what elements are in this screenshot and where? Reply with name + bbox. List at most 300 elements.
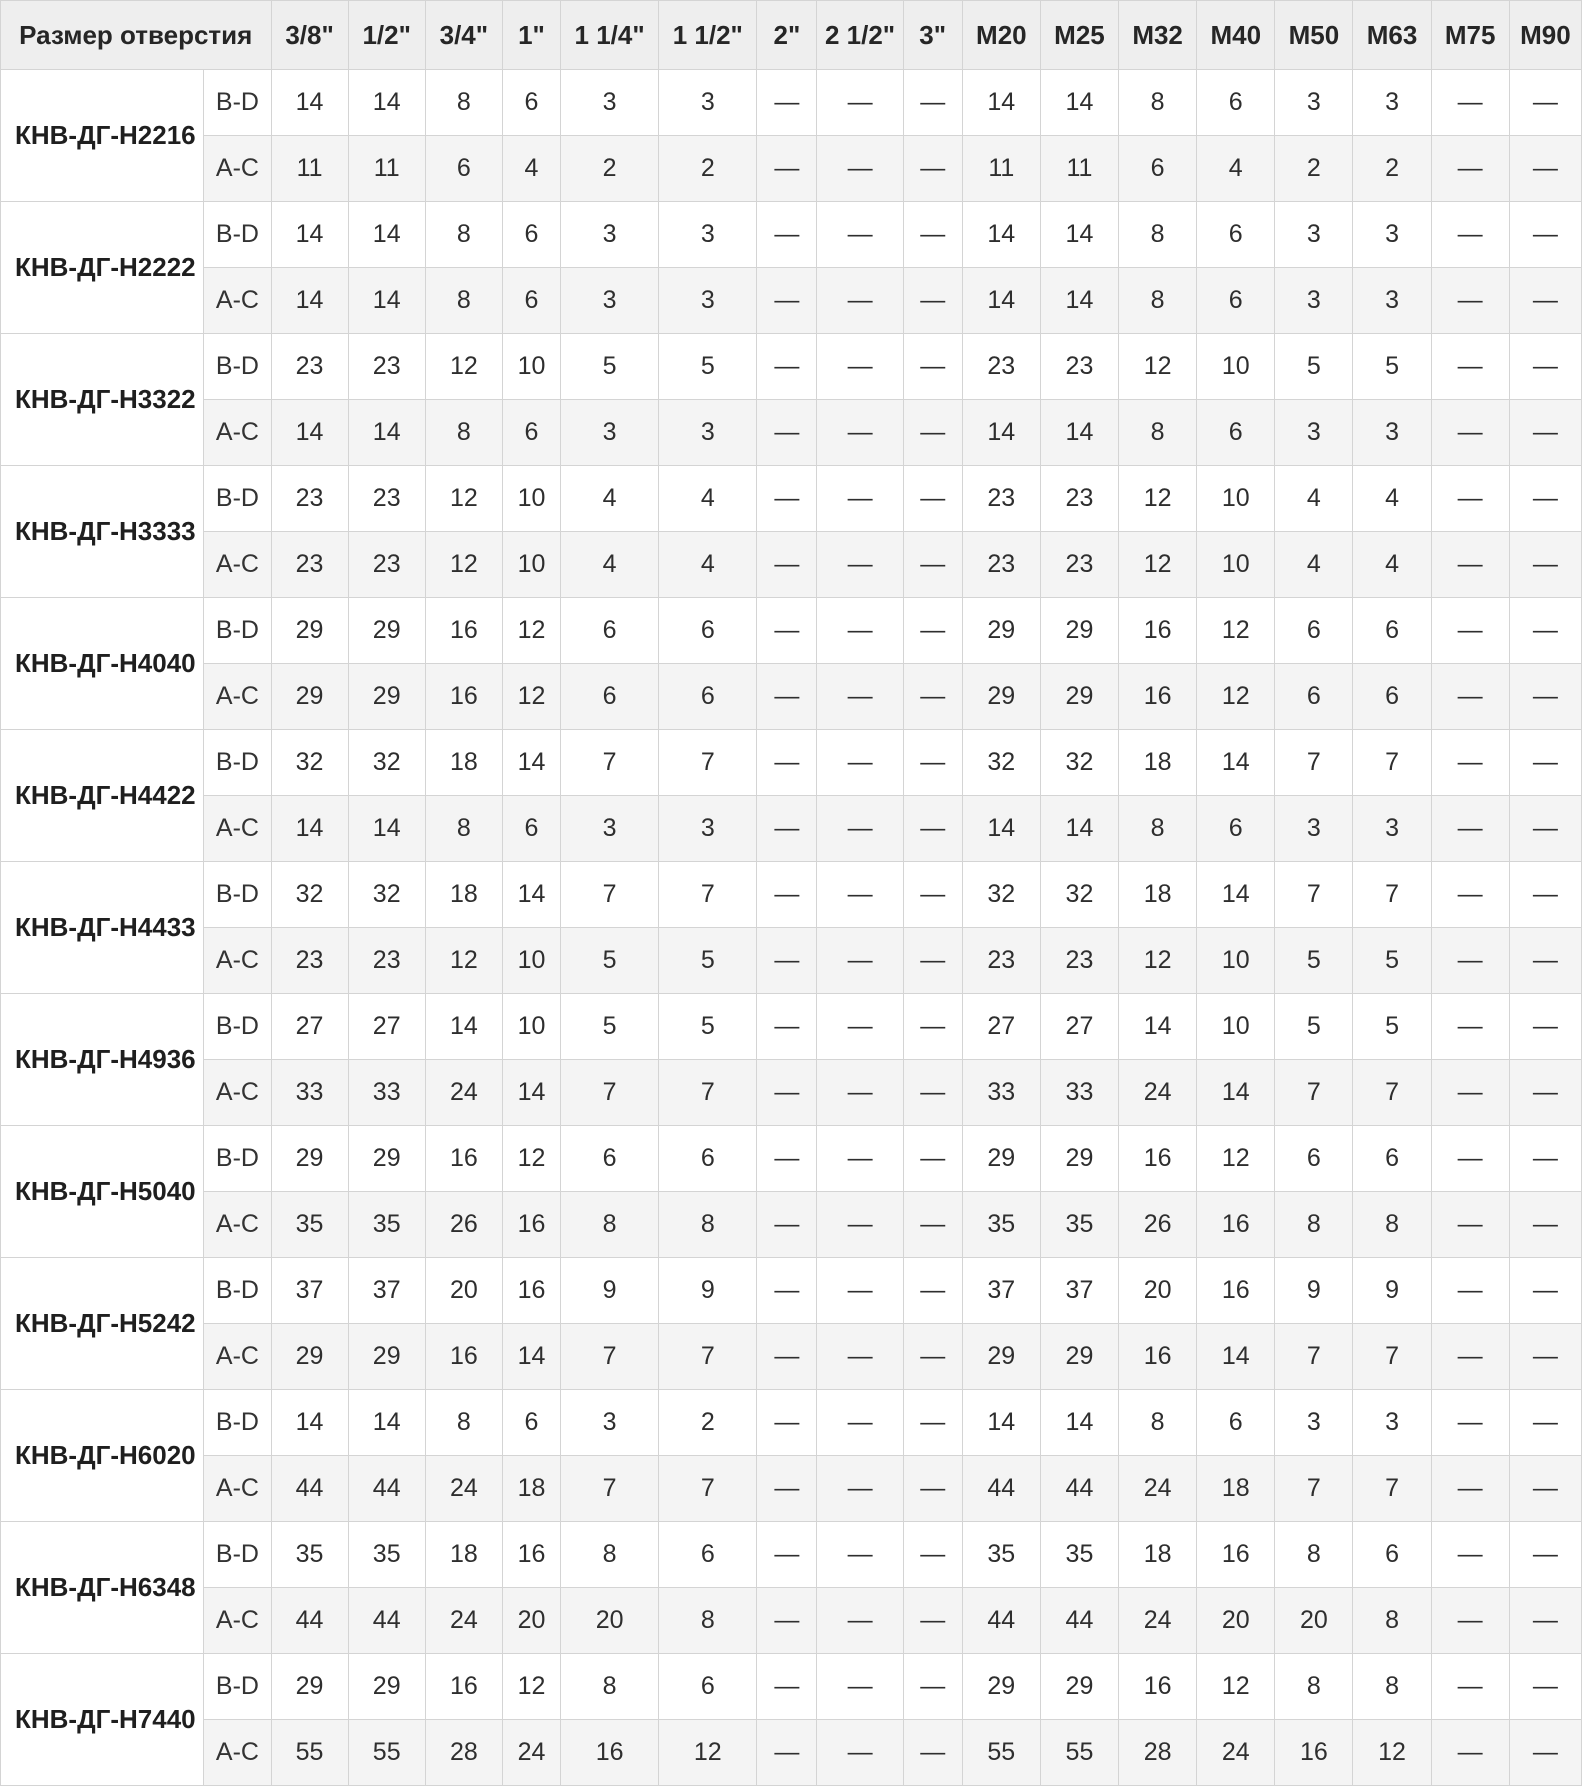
value-cell: 18	[425, 730, 502, 796]
value-cell: 3	[1275, 1390, 1353, 1456]
value-cell: —	[757, 466, 817, 532]
value-cell: 3	[1353, 70, 1431, 136]
value-cell: 3	[1275, 268, 1353, 334]
value-cell: 16	[1197, 1192, 1275, 1258]
value-cell: —	[1509, 928, 1581, 994]
value-cell: 3	[659, 202, 757, 268]
value-cell: —	[903, 1720, 962, 1786]
value-cell: —	[903, 664, 962, 730]
value-cell: 37	[271, 1258, 348, 1324]
value-cell: 9	[1275, 1258, 1353, 1324]
value-cell: 11	[1040, 136, 1118, 202]
model-cell: КНВ-ДГ-Н7440	[1, 1654, 204, 1786]
value-cell: —	[1509, 136, 1581, 202]
value-cell: 55	[1040, 1720, 1118, 1786]
value-cell: —	[903, 1588, 962, 1654]
model-cell: КНВ-ДГ-Н6020	[1, 1390, 204, 1522]
model-cell: КНВ-ДГ-Н6348	[1, 1522, 204, 1654]
value-cell: 37	[962, 1258, 1040, 1324]
value-cell: 6	[1197, 400, 1275, 466]
side-cell: B-D	[204, 1654, 271, 1720]
table-row	[1, 598, 1582, 664]
value-cell: —	[903, 1522, 962, 1588]
value-cell: 8	[1275, 1654, 1353, 1720]
value-cell: 6	[502, 796, 560, 862]
value-cell: 23	[271, 928, 348, 994]
value-cell: —	[757, 334, 817, 400]
value-cell: 14	[348, 70, 425, 136]
value-cell: 14	[1040, 400, 1118, 466]
value-cell: 4	[1197, 136, 1275, 202]
value-cell: 23	[348, 334, 425, 400]
model-cell: КНВ-ДГ-Н4040	[1, 598, 204, 730]
column-header: M25	[1040, 1, 1118, 70]
side-cell: B-D	[204, 994, 271, 1060]
table-row	[1, 136, 1582, 202]
value-cell: 6	[1353, 598, 1431, 664]
value-cell: 32	[271, 730, 348, 796]
value-cell: —	[1431, 1324, 1509, 1390]
value-cell: 6	[659, 664, 757, 730]
table-row	[1, 70, 1582, 136]
column-header: 1 1/4"	[561, 1, 659, 70]
value-cell: 16	[1119, 1654, 1197, 1720]
value-cell: 29	[271, 598, 348, 664]
value-cell: 16	[1119, 598, 1197, 664]
value-cell: 8	[561, 1522, 659, 1588]
value-cell: 29	[271, 1324, 348, 1390]
value-cell: 18	[1119, 1522, 1197, 1588]
table-row	[1, 400, 1582, 466]
column-header: 3/4"	[425, 1, 502, 70]
table-row	[1, 1324, 1582, 1390]
value-cell: 5	[659, 928, 757, 994]
value-cell: 11	[348, 136, 425, 202]
value-cell: 12	[1197, 664, 1275, 730]
value-cell: —	[1509, 1192, 1581, 1258]
value-cell: 14	[348, 202, 425, 268]
table-row	[1, 1522, 1582, 1588]
value-cell: —	[817, 730, 903, 796]
model-cell: КНВ-ДГ-Н2216	[1, 70, 204, 202]
value-cell: —	[1509, 1390, 1581, 1456]
value-cell: 3	[659, 268, 757, 334]
value-cell: 7	[1353, 1060, 1431, 1126]
value-cell: 8	[561, 1654, 659, 1720]
value-cell: 6	[1275, 598, 1353, 664]
value-cell: —	[903, 70, 962, 136]
value-cell: 4	[1353, 532, 1431, 598]
value-cell: 10	[502, 928, 560, 994]
side-cell: B-D	[204, 334, 271, 400]
value-cell: 28	[1119, 1720, 1197, 1786]
column-header: 1/2"	[348, 1, 425, 70]
table-row	[1, 466, 1582, 532]
value-cell: 27	[1040, 994, 1118, 1060]
side-cell: B-D	[204, 1522, 271, 1588]
value-cell: 29	[1040, 1654, 1118, 1720]
value-cell: 7	[659, 862, 757, 928]
value-cell: 8	[425, 268, 502, 334]
value-cell: —	[1431, 1588, 1509, 1654]
value-cell: 29	[348, 1126, 425, 1192]
value-cell: 8	[1119, 268, 1197, 334]
value-cell: 3	[561, 400, 659, 466]
value-cell: 14	[962, 1390, 1040, 1456]
value-cell: 14	[1197, 730, 1275, 796]
value-cell: 18	[425, 1522, 502, 1588]
value-cell: 32	[962, 730, 1040, 796]
value-cell: —	[757, 1522, 817, 1588]
value-cell: 6	[1119, 136, 1197, 202]
value-cell: 14	[962, 796, 1040, 862]
value-cell: —	[817, 862, 903, 928]
value-cell: 23	[348, 466, 425, 532]
value-cell: 10	[1197, 928, 1275, 994]
value-cell: 5	[561, 994, 659, 1060]
value-cell: 2	[561, 136, 659, 202]
value-cell: 16	[1119, 664, 1197, 730]
value-cell: 35	[348, 1522, 425, 1588]
value-cell: 9	[561, 1258, 659, 1324]
value-cell: 5	[1353, 928, 1431, 994]
value-cell: —	[817, 466, 903, 532]
side-cell: B-D	[204, 862, 271, 928]
value-cell: 35	[271, 1522, 348, 1588]
value-cell: 44	[1040, 1588, 1118, 1654]
value-cell: 14	[502, 730, 560, 796]
value-cell: 16	[1119, 1324, 1197, 1390]
value-cell: —	[757, 730, 817, 796]
value-cell: 23	[962, 532, 1040, 598]
value-cell: 10	[502, 334, 560, 400]
value-cell: 29	[962, 1126, 1040, 1192]
value-cell: 2	[1353, 136, 1431, 202]
value-cell: 16	[1275, 1720, 1353, 1786]
value-cell: —	[757, 1060, 817, 1126]
value-cell: —	[817, 1522, 903, 1588]
value-cell: 29	[962, 598, 1040, 664]
value-cell: 12	[1119, 466, 1197, 532]
column-header: 2"	[757, 1, 817, 70]
value-cell: 24	[1119, 1060, 1197, 1126]
value-cell: 7	[1275, 1324, 1353, 1390]
column-header: 1 1/2"	[659, 1, 757, 70]
value-cell: —	[817, 1258, 903, 1324]
value-cell: —	[817, 664, 903, 730]
value-cell: 5	[1275, 928, 1353, 994]
value-cell: 14	[1040, 796, 1118, 862]
value-cell: —	[817, 994, 903, 1060]
value-cell: 5	[1353, 994, 1431, 1060]
value-cell: —	[1431, 1522, 1509, 1588]
value-cell: 12	[1197, 1654, 1275, 1720]
value-cell: —	[817, 1324, 903, 1390]
value-cell: 14	[271, 70, 348, 136]
value-cell: 12	[1119, 928, 1197, 994]
value-cell: 3	[659, 70, 757, 136]
value-cell: —	[757, 1258, 817, 1324]
value-cell: 14	[271, 202, 348, 268]
side-cell: A-C	[204, 796, 271, 862]
value-cell: 4	[561, 466, 659, 532]
column-header: 1"	[502, 1, 560, 70]
value-cell: 55	[271, 1720, 348, 1786]
value-cell: 12	[659, 1720, 757, 1786]
value-cell: —	[757, 1390, 817, 1456]
value-cell: 9	[659, 1258, 757, 1324]
table-row	[1, 1258, 1582, 1324]
side-cell: A-C	[204, 532, 271, 598]
side-cell: B-D	[204, 466, 271, 532]
value-cell: 3	[561, 1390, 659, 1456]
value-cell: —	[1431, 334, 1509, 400]
value-cell: 14	[348, 1390, 425, 1456]
value-cell: 8	[1353, 1192, 1431, 1258]
value-cell: —	[757, 1588, 817, 1654]
value-cell: 2	[1275, 136, 1353, 202]
value-cell: 20	[502, 1588, 560, 1654]
value-cell: 14	[502, 1324, 560, 1390]
value-cell: 10	[502, 532, 560, 598]
value-cell: 6	[561, 1126, 659, 1192]
value-cell: 14	[502, 862, 560, 928]
value-cell: —	[817, 1588, 903, 1654]
value-cell: 24	[1197, 1720, 1275, 1786]
value-cell: 14	[348, 400, 425, 466]
model-cell: КНВ-ДГ-Н4433	[1, 862, 204, 994]
value-cell: 4	[502, 136, 560, 202]
side-cell: A-C	[204, 928, 271, 994]
value-cell: —	[1431, 796, 1509, 862]
side-cell: A-C	[204, 1456, 271, 1522]
value-cell: 29	[348, 1324, 425, 1390]
column-header: M40	[1197, 1, 1275, 70]
value-cell: 7	[561, 1456, 659, 1522]
value-cell: 55	[348, 1720, 425, 1786]
value-cell: —	[817, 1060, 903, 1126]
column-header: 3/8"	[271, 1, 348, 70]
value-cell: 7	[1275, 1060, 1353, 1126]
value-cell: —	[817, 268, 903, 334]
model-cell: КНВ-ДГ-Н2222	[1, 202, 204, 334]
value-cell: 14	[1040, 202, 1118, 268]
value-cell: 7	[659, 1324, 757, 1390]
value-cell: 8	[1353, 1654, 1431, 1720]
value-cell: —	[817, 1192, 903, 1258]
value-cell: —	[1431, 202, 1509, 268]
value-cell: 7	[1353, 1324, 1431, 1390]
value-cell: 23	[348, 928, 425, 994]
value-cell: —	[757, 268, 817, 334]
value-cell: 35	[348, 1192, 425, 1258]
value-cell: 5	[1353, 334, 1431, 400]
value-cell: —	[757, 994, 817, 1060]
value-cell: 55	[962, 1720, 1040, 1786]
value-cell: 44	[962, 1588, 1040, 1654]
value-cell: 16	[425, 664, 502, 730]
value-cell: 8	[425, 70, 502, 136]
value-cell: —	[1509, 730, 1581, 796]
value-cell: —	[1509, 1720, 1581, 1786]
value-cell: 8	[1275, 1192, 1353, 1258]
value-cell: 44	[271, 1456, 348, 1522]
value-cell: 23	[1040, 466, 1118, 532]
value-cell: 7	[659, 1456, 757, 1522]
value-cell: —	[1509, 202, 1581, 268]
value-cell: 14	[1040, 70, 1118, 136]
table-row	[1, 268, 1582, 334]
value-cell: 18	[1119, 730, 1197, 796]
value-cell: 23	[271, 334, 348, 400]
value-cell: 32	[1040, 862, 1118, 928]
value-cell: 5	[1275, 994, 1353, 1060]
value-cell: 33	[1040, 1060, 1118, 1126]
value-cell: 12	[1197, 1126, 1275, 1192]
value-cell: 10	[1197, 994, 1275, 1060]
value-cell: 44	[348, 1456, 425, 1522]
value-cell: 7	[1353, 1456, 1431, 1522]
value-cell: 44	[271, 1588, 348, 1654]
value-cell: 5	[561, 928, 659, 994]
value-cell: 8	[425, 400, 502, 466]
value-cell: —	[817, 1126, 903, 1192]
column-header: M63	[1353, 1, 1431, 70]
value-cell: 6	[1353, 664, 1431, 730]
value-cell: 14	[1119, 994, 1197, 1060]
value-cell: 5	[1275, 334, 1353, 400]
value-cell: 29	[962, 1654, 1040, 1720]
value-cell: —	[1431, 730, 1509, 796]
column-header: 2 1/2"	[817, 1, 903, 70]
value-cell: —	[817, 400, 903, 466]
value-cell: 6	[502, 268, 560, 334]
value-cell: —	[817, 334, 903, 400]
value-cell: —	[1431, 532, 1509, 598]
value-cell: 32	[348, 862, 425, 928]
value-cell: 3	[1275, 70, 1353, 136]
value-cell: 29	[348, 598, 425, 664]
value-cell: —	[903, 202, 962, 268]
value-cell: 6	[1275, 664, 1353, 730]
value-cell: 6	[659, 598, 757, 664]
value-cell: 4	[1275, 466, 1353, 532]
value-cell: 37	[1040, 1258, 1118, 1324]
value-cell: —	[903, 466, 962, 532]
value-cell: 7	[1275, 730, 1353, 796]
value-cell: 14	[271, 400, 348, 466]
value-cell: —	[817, 136, 903, 202]
value-cell: 3	[1353, 1390, 1431, 1456]
table-row	[1, 994, 1582, 1060]
value-cell: —	[1431, 1654, 1509, 1720]
value-cell: 6	[502, 1390, 560, 1456]
value-cell: —	[757, 532, 817, 598]
column-header: M75	[1431, 1, 1509, 70]
value-cell: 8	[659, 1588, 757, 1654]
value-cell: 14	[425, 994, 502, 1060]
value-cell: 24	[425, 1060, 502, 1126]
value-cell: 5	[659, 994, 757, 1060]
value-cell: 8	[425, 202, 502, 268]
value-cell: —	[817, 928, 903, 994]
value-cell: 20	[425, 1258, 502, 1324]
value-cell: 6	[1197, 70, 1275, 136]
value-cell: —	[1509, 466, 1581, 532]
value-cell: —	[1509, 1654, 1581, 1720]
value-cell: 16	[425, 1654, 502, 1720]
value-cell: 24	[502, 1720, 560, 1786]
value-cell: 14	[502, 1060, 560, 1126]
value-cell: 6	[502, 400, 560, 466]
value-cell: —	[903, 994, 962, 1060]
value-cell: 14	[962, 268, 1040, 334]
value-cell: 12	[425, 532, 502, 598]
value-cell: —	[903, 730, 962, 796]
value-cell: —	[1509, 400, 1581, 466]
value-cell: 12	[425, 334, 502, 400]
value-cell: 3	[659, 400, 757, 466]
value-cell: —	[757, 1720, 817, 1786]
value-cell: 20	[1119, 1258, 1197, 1324]
value-cell: 11	[962, 136, 1040, 202]
side-cell: A-C	[204, 1060, 271, 1126]
side-cell: B-D	[204, 1390, 271, 1456]
value-cell: —	[817, 202, 903, 268]
value-cell: 23	[962, 928, 1040, 994]
value-cell: 29	[962, 664, 1040, 730]
value-cell: 32	[1040, 730, 1118, 796]
value-cell: 33	[348, 1060, 425, 1126]
side-cell: B-D	[204, 1258, 271, 1324]
value-cell: 14	[962, 400, 1040, 466]
value-cell: 8	[561, 1192, 659, 1258]
value-cell: 14	[962, 202, 1040, 268]
value-cell: 8	[1119, 400, 1197, 466]
value-cell: —	[757, 862, 817, 928]
value-cell: 8	[1119, 796, 1197, 862]
value-cell: —	[1509, 796, 1581, 862]
value-cell: 24	[425, 1456, 502, 1522]
value-cell: 7	[1353, 730, 1431, 796]
value-cell: 14	[348, 796, 425, 862]
value-cell: 3	[561, 70, 659, 136]
value-cell: —	[757, 928, 817, 994]
value-cell: —	[1509, 268, 1581, 334]
value-cell: 7	[659, 730, 757, 796]
value-cell: 4	[659, 532, 757, 598]
value-cell: 3	[1275, 202, 1353, 268]
value-cell: 16	[1197, 1522, 1275, 1588]
value-cell: 8	[1353, 1588, 1431, 1654]
value-cell: 29	[348, 664, 425, 730]
value-cell: 18	[502, 1456, 560, 1522]
value-cell: 5	[659, 334, 757, 400]
value-cell: 10	[502, 994, 560, 1060]
value-cell: 3	[561, 268, 659, 334]
value-cell: 35	[1040, 1192, 1118, 1258]
value-cell: 8	[1119, 202, 1197, 268]
value-cell: 12	[1119, 334, 1197, 400]
value-cell: 23	[271, 466, 348, 532]
value-cell: 44	[962, 1456, 1040, 1522]
value-cell: 5	[561, 334, 659, 400]
value-cell: 9	[1353, 1258, 1431, 1324]
value-cell: 29	[1040, 1324, 1118, 1390]
value-cell: 8	[1119, 70, 1197, 136]
value-cell: 37	[348, 1258, 425, 1324]
value-cell: —	[817, 70, 903, 136]
